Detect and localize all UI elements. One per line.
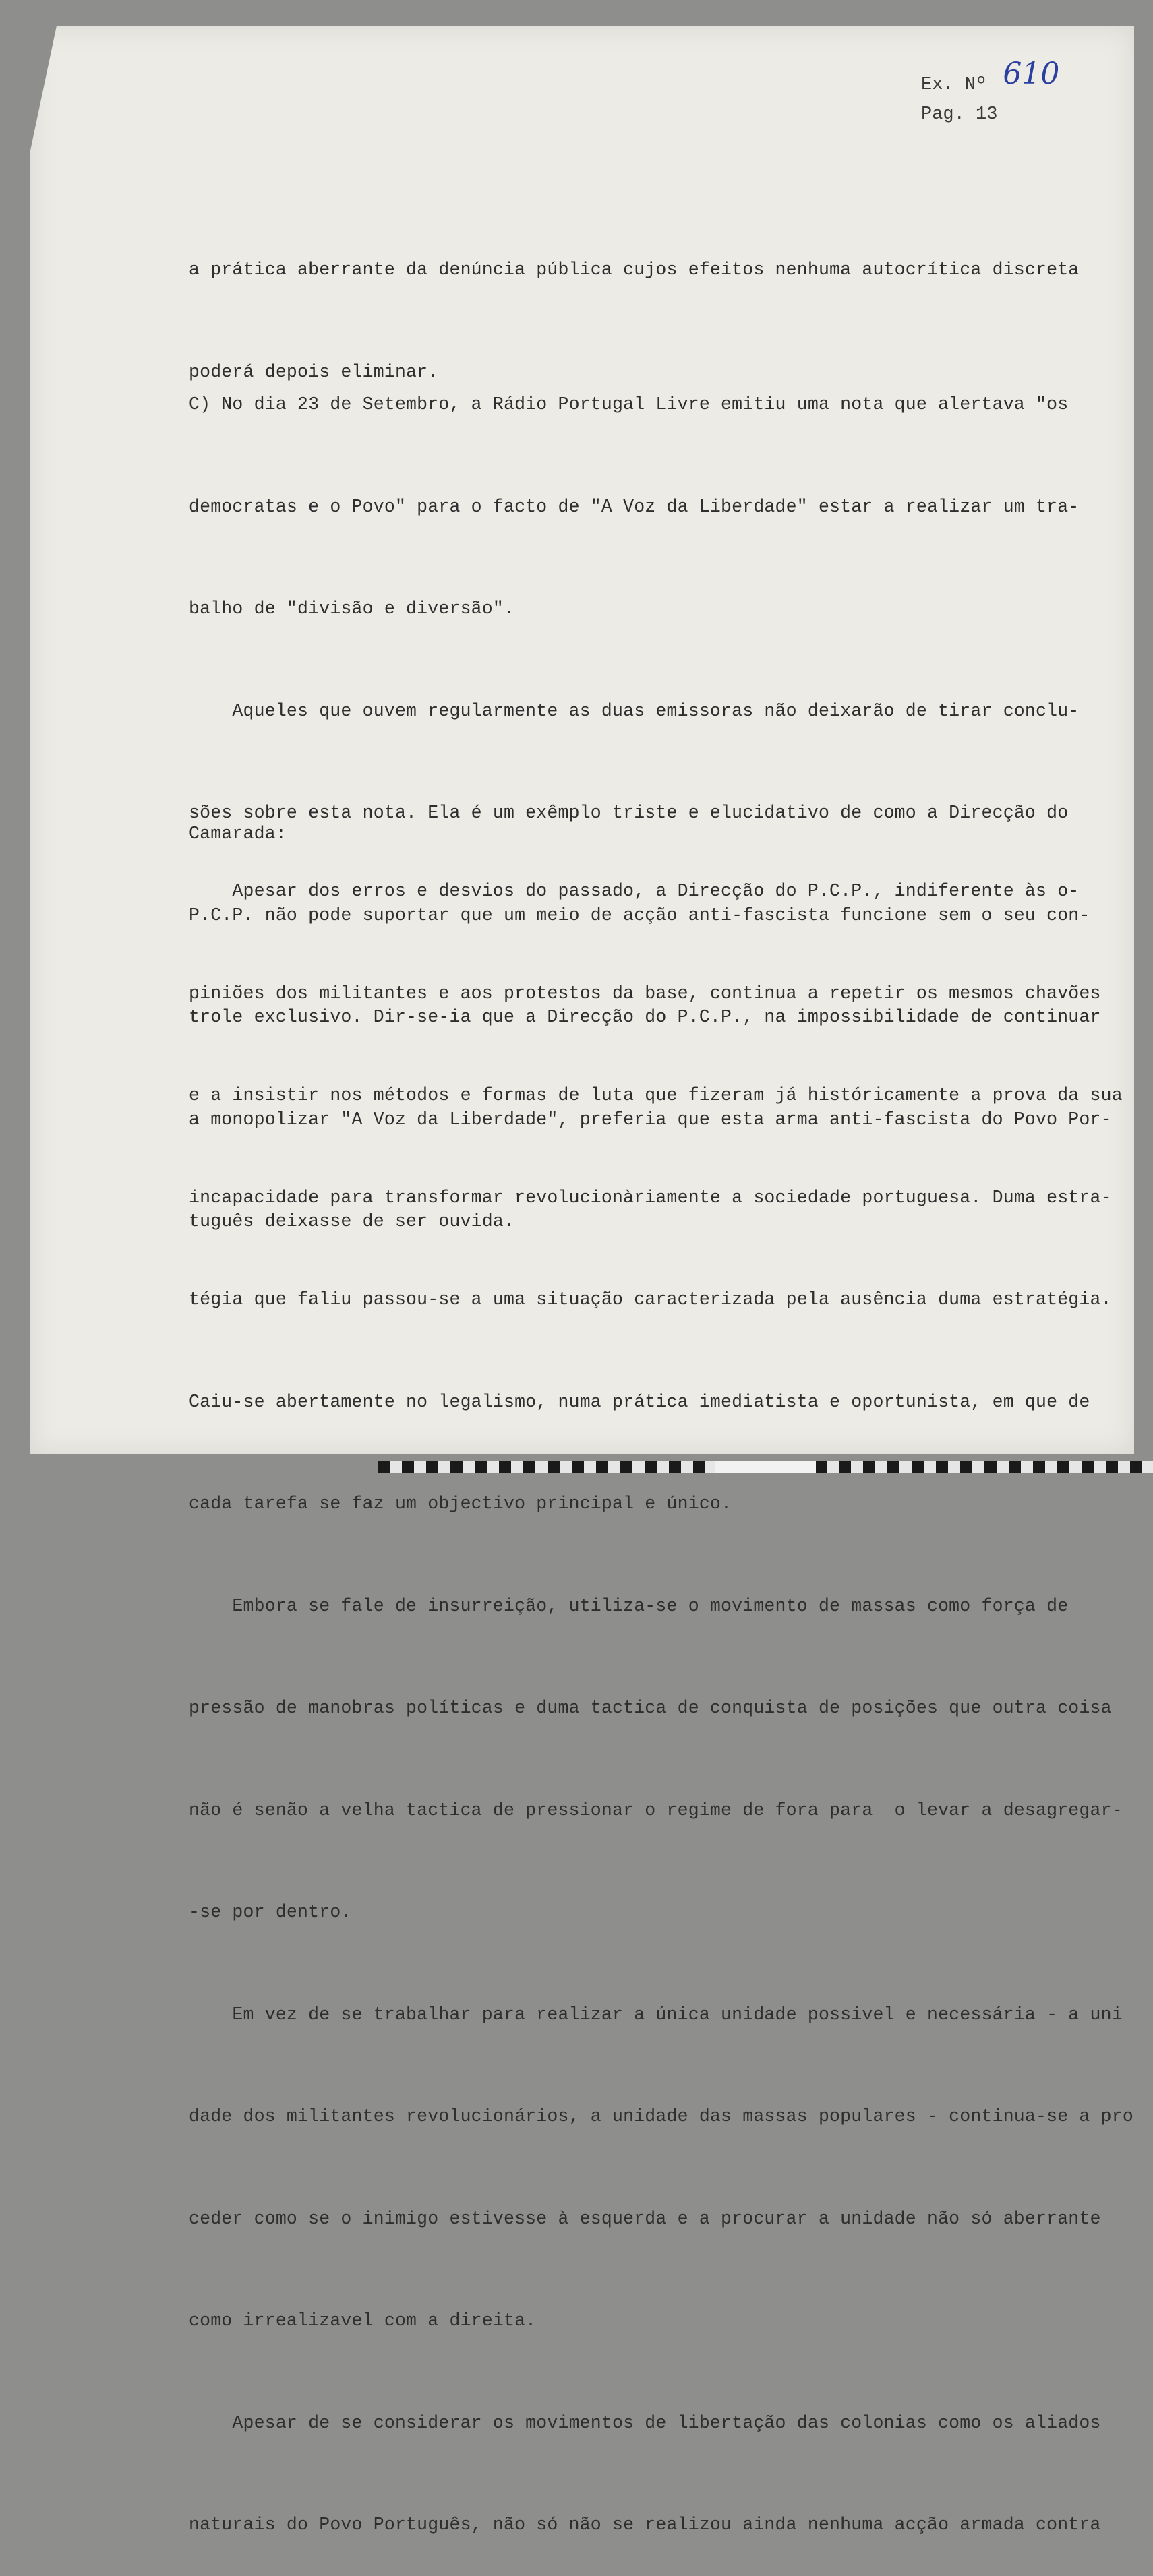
text-line: Aqueles que ouvem regularmente as duas emissoras não deixarão de tirar conclu- [189, 700, 1080, 721]
text-line: e a insistir nos métodos e formas de luta que fizeram já históricamente a prova da sua [189, 1085, 1123, 1105]
text-line: não é senão a velha tactica de pressionar o regime de fora para o levar a desagregar- [189, 1800, 1123, 1820]
page-number: Pag. 13 [921, 104, 998, 125]
text-line: piniões dos militantes e aos protestos da base, continua a repetir os mesmos chavões [189, 983, 1101, 1004]
text-line: a prática aberrante da denúncia pública cujos efeitos nenhuma autocrítica discreta [189, 259, 1080, 280]
text-line: democratas e o Povo" para o facto de "A Voz da Liberdade" estar a realizar um tra- [189, 496, 1080, 517]
text-line: como irrealizavel com a direita. [189, 2310, 537, 2331]
text-line: naturais do Povo Português, não só não se realizou ainda nenhuma acção armada contra [189, 2515, 1101, 2535]
text-line: C) No dia 23 de Setembro, a Rádio Portugal Livre emitiu uma nota que alertava "os [189, 394, 1069, 415]
text-line: incapacidade para transformar revolucionàriamente a sociedade portuguesa. Duma estra- [189, 1187, 1112, 1208]
text-line: sões sobre esta nota. Ela é um exêmplo triste e elucidativo de como a Direcção do [189, 803, 1069, 823]
text-line: tégia que faliu passou-se a uma situação caracterizada pela ausência duma estratégia. [189, 1289, 1112, 1310]
text-line: a monopolizar "A Voz da Liberdade", preferia que esta arma anti-fascista do Povo Por- [189, 1109, 1112, 1130]
torn-corner [30, 26, 57, 154]
text-line: P.C.P. não pode suportar que um meio de acção anti-fascista funcione sem o seu con- [189, 904, 1090, 925]
text-line: dade dos militantes revolucionários, a unidade das massas populares - continua-se a pro [189, 2106, 1133, 2126]
text-line: trole exclusivo. Dir-se-ia que a Direcção do P.C.P., na impossibilidade de continuar [189, 1007, 1101, 1027]
text-line: -se por dentro. [189, 1902, 352, 1922]
copy-number [921, 57, 1060, 95]
copy-number-label: Ex. Nº [921, 75, 987, 95]
text-line: balho de "divisão e diversão". [189, 599, 515, 619]
text-line: pressão de manobras políticas e duma tactica de conquista de posições que outra coisa [189, 1698, 1112, 1718]
text-line: tuguês deixasse de ser ouvida. [189, 1211, 515, 1231]
text-line: Apesar de se considerar os movimentos de libertação das colonias como os aliados [189, 2412, 1101, 2433]
text-line: Apesar dos erros e desvios do passado, a Direcção do P.C.P., indiferente às o- [189, 881, 1080, 901]
text-line: ceder como se o inimigo estivesse à esquerda e a procurar a unidade não só aberrante [189, 2208, 1101, 2229]
salutation-line: Camarada: [189, 824, 287, 844]
paragraph-block-3 [189, 806, 1133, 2576]
scan-calibration-white-patch [715, 1461, 816, 1473]
copy-number-value: 610 [1003, 57, 1060, 91]
text-line: Embora se fale de insurreição, utiliza-se o movimento de massas como força de [189, 1595, 1069, 1616]
text-line: Caiu-se abertamente no legalismo, numa prática imediatista e oportunista, em que de [189, 1391, 1090, 1412]
text-line: cada tarefa se faz um objectivo principal e único. [189, 1494, 732, 1514]
text-line: Em vez de se trabalhar para realizar a única unidade possivel e necessária - a uni [189, 2004, 1123, 2025]
text-line: poderá depois eliminar. [189, 361, 439, 382]
